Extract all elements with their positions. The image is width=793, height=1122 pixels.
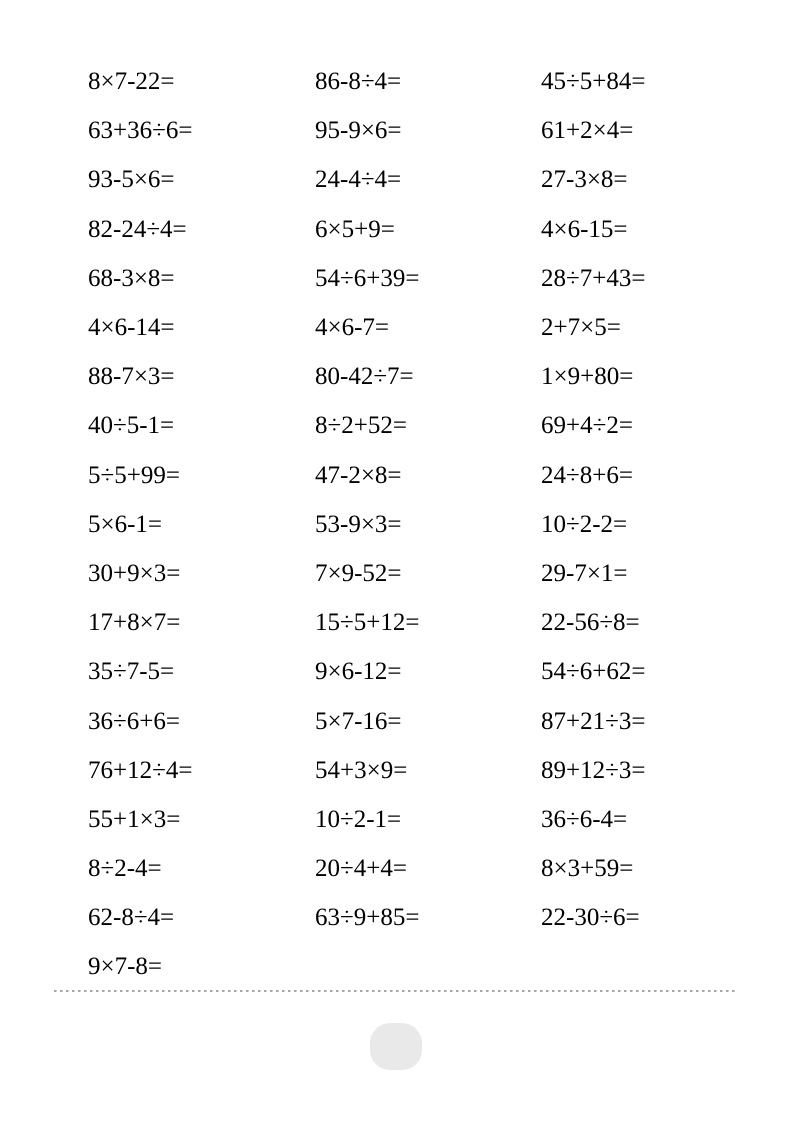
problem: 5 ÷ 5 + 99 =	[88, 461, 180, 489]
problem: 8 ÷ 2 + 52 =	[315, 412, 407, 440]
problem: 88 - 7 × 3 =	[88, 363, 175, 391]
problem: 7 × 9 - 52 =	[315, 559, 402, 587]
problem: 6 × 5 + 9 =	[315, 215, 395, 243]
problem: 8 ÷ 2 - 4 =	[88, 855, 162, 883]
problem: 54 ÷ 6 + 62 =	[541, 658, 646, 686]
problem: 17 + 8 × 7 =	[88, 609, 181, 637]
problem: 35 ÷ 7 - 5 =	[88, 658, 175, 686]
problem: 95 - 9 × 6 =	[315, 117, 402, 145]
problem: 2 + 7 × 5 =	[541, 314, 621, 342]
problem: 80 - 42 ÷ 7 =	[315, 363, 414, 391]
problem: 55 + 1 × 3 =	[88, 805, 181, 833]
problem: 89 + 12 ÷ 3 =	[541, 756, 646, 784]
problem: 27 - 3 × 8 =	[541, 166, 628, 194]
problem: 29 - 7 × 1 =	[541, 559, 628, 587]
problem: 4 × 6 - 15 =	[541, 215, 628, 243]
problem: 54 + 3 × 9 =	[315, 756, 408, 784]
problem: 22 - 30 ÷ 6 =	[541, 904, 640, 932]
problem: 15 ÷ 5 + 12 =	[315, 609, 420, 637]
problem: 4 × 6 - 14 =	[88, 314, 175, 342]
problem: 69 + 4 ÷ 2 =	[541, 412, 633, 440]
problem: 9 × 7 - 8 =	[88, 953, 163, 981]
problem: 20 ÷ 4 + 4 =	[315, 855, 407, 883]
problem: 5 × 6 - 1 =	[88, 510, 163, 538]
problem: 61 + 2 × 4 =	[541, 117, 634, 145]
problem: 10 ÷ 2 - 1 =	[315, 805, 402, 833]
problem: 5 × 7 - 16 =	[315, 707, 402, 735]
problem: 62 - 8 ÷ 4 =	[88, 904, 175, 932]
problem: 87 + 21 ÷ 3 =	[541, 707, 646, 735]
problem: 30 + 9 × 3 =	[88, 559, 181, 587]
problem: 36 ÷ 6 + 6 =	[88, 707, 180, 735]
problem: 9 × 6 - 12 =	[315, 658, 402, 686]
problem: 40 ÷ 5 - 1 =	[88, 412, 175, 440]
problem: 36 ÷ 6 - 4 =	[541, 805, 628, 833]
problem: 45 ÷ 5 + 84 =	[541, 68, 646, 96]
problem: 53 - 9 × 3 =	[315, 510, 402, 538]
problem: 1 × 9 + 80 =	[541, 363, 634, 391]
problem: 22 - 56 ÷ 8 =	[541, 609, 640, 637]
problem: 82 - 24 ÷ 4 =	[88, 215, 187, 243]
problem: 47 - 2 × 8 =	[315, 461, 402, 489]
problem: 76 + 12 ÷ 4 =	[88, 756, 193, 784]
problem: 24 - 4 ÷ 4 =	[315, 166, 402, 194]
problem: 10 ÷ 2 - 2 =	[541, 510, 628, 538]
problem: 63 + 36 ÷ 6 =	[88, 117, 193, 145]
problem: 8 × 7 - 22 =	[88, 68, 175, 96]
problem: 28 ÷ 7 + 43 =	[541, 264, 646, 292]
problem: 93 - 5 × 6 =	[88, 166, 175, 194]
problem: 4 × 6 - 7 =	[315, 314, 390, 342]
problem: 86 - 8 ÷ 4 =	[315, 68, 402, 96]
problem: 63 ÷ 9 + 85 =	[315, 904, 420, 932]
problem: 54 ÷ 6 + 39 =	[315, 264, 420, 292]
problem: 24 ÷ 8 + 6 =	[541, 461, 633, 489]
problems-grid	[88, 57, 793, 992]
dotted-divider	[54, 990, 737, 992]
footer-pill	[370, 1023, 422, 1070]
problem: 68 - 3 × 8 =	[88, 264, 175, 292]
problem: 8 × 3 + 59 =	[541, 855, 634, 883]
